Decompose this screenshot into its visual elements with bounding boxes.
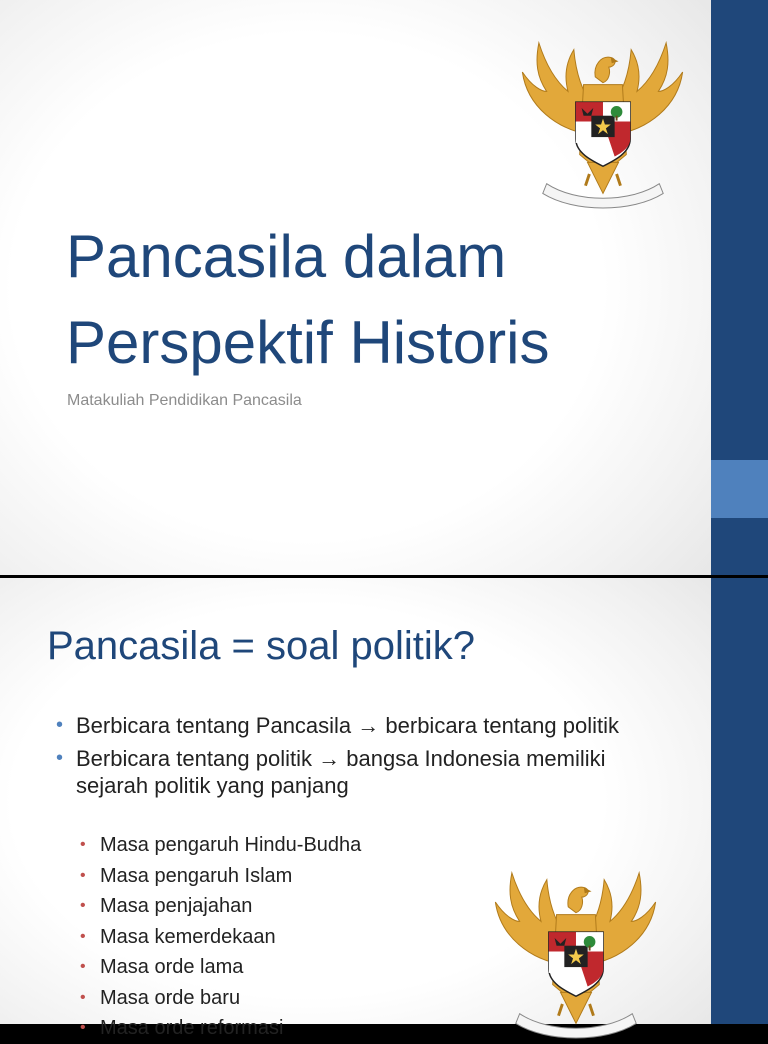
- title-line-2: Perspektif Historis: [66, 309, 550, 376]
- list-item: • Berbicara tentang Pancasila → berbicara tentang politik: [56, 712, 656, 739]
- sub-bullet-list: [80, 830, 480, 1044]
- list-item: • Masa pengaruh Hindu-Budha: [80, 830, 480, 861]
- slide-title: Pancasila = soal politik?: [47, 624, 476, 668]
- sidebar-accent: [711, 460, 768, 518]
- list-item: • Masa orde lama: [80, 952, 480, 983]
- garuda-emblem-icon: [488, 868, 663, 1038]
- list-item: • Berbicara tentang politik → bangsa Indonesia memiliki sejarah politik yang panjang: [56, 745, 656, 799]
- slide-subtitle: Matakuliah Pendidikan Pancasila: [67, 392, 302, 409]
- list-item: • Masa kemerdekaan: [80, 922, 480, 953]
- list-item: • Masa orde baru: [80, 983, 480, 1014]
- list-item: • Masa penjajahan: [80, 891, 480, 922]
- garuda-emblem-icon: [515, 38, 690, 208]
- content-slide: [0, 578, 768, 1039]
- list-item: • Masa pengaruh Islam: [80, 861, 480, 892]
- slide-title: [66, 214, 686, 386]
- title-line-1: Pancasila dalam: [66, 223, 507, 290]
- slide-sidebar: [711, 578, 768, 1024]
- bullet-list: [56, 712, 656, 805]
- list-item: • Masa orde reformasi: [80, 1013, 480, 1044]
